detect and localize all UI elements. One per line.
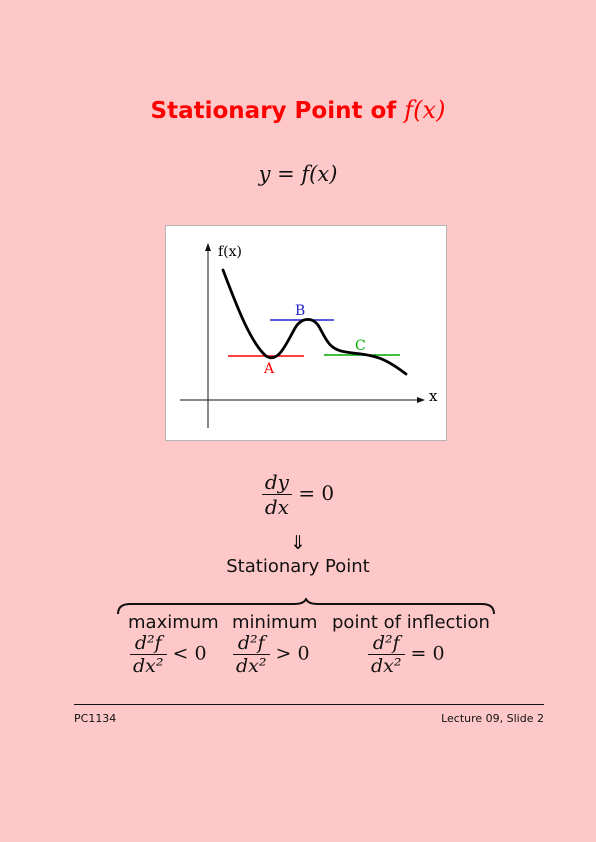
case-numerator: d²f	[134, 632, 162, 654]
case-equation-minimum	[233, 632, 310, 677]
derivative-numerator: dy	[264, 470, 289, 494]
case-relation: = 0	[410, 642, 445, 665]
case-denominator: dx²	[368, 654, 405, 677]
condition-rhs: = 0	[298, 481, 335, 505]
case-numerator: d²f	[237, 632, 265, 654]
derivative-fraction	[262, 470, 292, 519]
case-equation-maximum	[130, 632, 207, 677]
point-label-c: C	[355, 338, 366, 354]
footer-rule	[74, 704, 544, 705]
slide-title	[0, 96, 596, 124]
case-numerator: d²f	[372, 632, 400, 654]
case-relation: < 0	[172, 642, 207, 665]
footer-course-code: PC1134	[74, 712, 117, 725]
derivative-denominator: dx	[262, 494, 292, 519]
case-equation-inflection	[368, 632, 445, 677]
x-axis-label: x	[429, 387, 438, 405]
function-equation: y = f(x)	[258, 162, 338, 186]
footer-slide-number: Lecture 09, Slide 2	[441, 712, 544, 725]
function-curve	[223, 270, 406, 374]
case-denominator: dx²	[130, 654, 167, 677]
case-label-maximum: maximum	[128, 612, 219, 633]
stationary-point-label: Stationary Point	[226, 556, 370, 577]
y-axis-label: f(x)	[218, 244, 243, 260]
case-denominator: dx²	[233, 654, 270, 677]
case-label-inflection: point of inflection	[332, 612, 490, 633]
function-graph-figure	[165, 225, 447, 441]
case-label-minimum: minimum	[232, 612, 318, 633]
case-relation: > 0	[275, 642, 310, 665]
slide-title-text: Stationary Point of	[150, 98, 405, 124]
slide-title-math: f(x)	[404, 96, 446, 124]
function-graph	[166, 226, 446, 440]
stationary-condition	[0, 470, 596, 519]
implies-arrow: ⇓	[290, 532, 306, 554]
point-label-b: B	[295, 303, 306, 319]
point-label-a: A	[264, 361, 275, 377]
